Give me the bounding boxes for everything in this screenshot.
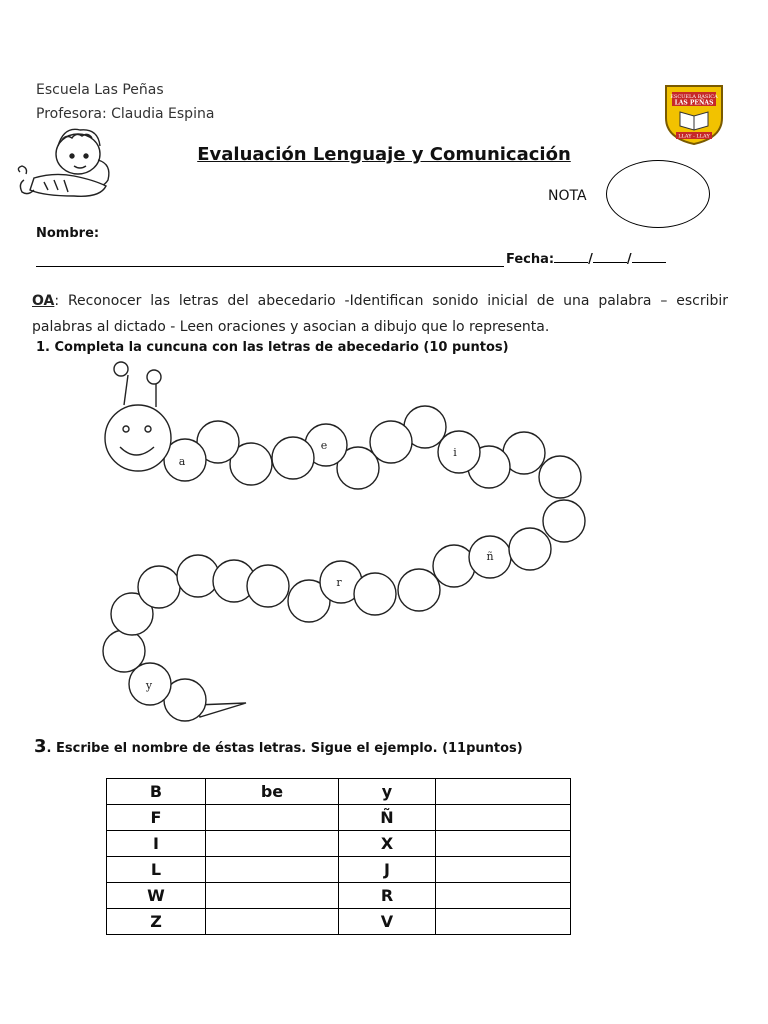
logo-line-1: ESCUELA BASICA bbox=[670, 94, 718, 100]
table-cell-letter: y bbox=[339, 779, 436, 805]
segment-28[interactable] bbox=[138, 566, 180, 608]
table-cell-name[interactable] bbox=[436, 883, 571, 909]
table-row bbox=[107, 831, 571, 857]
letter-a: a bbox=[178, 455, 186, 468]
letter-e: e bbox=[320, 439, 328, 452]
segment-20[interactable] bbox=[433, 545, 475, 587]
table-cell-name[interactable]: be bbox=[206, 779, 339, 805]
table-cell-letter: V bbox=[339, 909, 436, 935]
nombre-input-line[interactable] bbox=[36, 266, 504, 267]
table-cell-name[interactable] bbox=[206, 805, 339, 831]
nombre-label: Nombre: bbox=[36, 226, 100, 241]
fecha-month-blank[interactable] bbox=[593, 250, 627, 263]
letters-table bbox=[106, 778, 571, 935]
caterpillar-drawing bbox=[0, 355, 768, 735]
caterpillar-head bbox=[105, 405, 171, 471]
page-title: Evaluación Lenguaje y Comunicación bbox=[197, 144, 571, 165]
table-row bbox=[107, 857, 571, 883]
segment-17[interactable] bbox=[543, 500, 585, 542]
table-cell-letter: X bbox=[339, 831, 436, 857]
table-cell-name[interactable] bbox=[206, 831, 339, 857]
letter-r: r bbox=[336, 576, 342, 589]
objective-text: : Reconocer las letras del abecedario -Identifican sonido inicial de una palabra – escribir palabras al dictado - Leen oraciones y asocian a dibujo que lo representa. bbox=[32, 293, 728, 335]
table-cell-name[interactable] bbox=[436, 779, 571, 805]
antenna-left bbox=[124, 375, 128, 405]
fecha-field: Fecha: / / bbox=[506, 250, 666, 267]
nota-label: NOTA bbox=[548, 188, 587, 204]
letter-i: i bbox=[453, 446, 457, 459]
table-cell-letter: J bbox=[339, 857, 436, 883]
nota-grade-oval[interactable] bbox=[606, 160, 710, 228]
segment-27[interactable] bbox=[177, 555, 219, 597]
fecha-label: Fecha: bbox=[506, 252, 555, 267]
segment-13[interactable] bbox=[438, 431, 480, 473]
school-logo bbox=[662, 82, 726, 146]
school-name: Escuela Las Peñas bbox=[36, 82, 164, 98]
logo-line-2: LAS PEÑAS bbox=[674, 99, 714, 107]
segment-30[interactable] bbox=[103, 630, 145, 672]
table-cell-name[interactable] bbox=[206, 883, 339, 909]
table-cell-letter: L bbox=[107, 857, 206, 883]
table-cell-letter: B bbox=[107, 779, 206, 805]
segment-21[interactable] bbox=[398, 569, 440, 611]
logo-line-3: LLAY - LLAY bbox=[678, 133, 710, 140]
question-1: 1. Completa la cuncuna con las letras de abecedario (10 puntos) bbox=[36, 340, 509, 355]
segment-8[interactable] bbox=[272, 437, 314, 479]
segment-25[interactable] bbox=[247, 565, 289, 607]
table-row bbox=[107, 883, 571, 909]
antenna-right-tip bbox=[147, 370, 161, 384]
table-cell-name[interactable] bbox=[436, 909, 571, 935]
antenna-left-tip bbox=[114, 362, 128, 376]
table-cell-letter: Ñ bbox=[339, 805, 436, 831]
table-cell-name[interactable] bbox=[436, 831, 571, 857]
letter-y: y bbox=[145, 679, 153, 692]
caterpillar-eye-left bbox=[123, 426, 129, 432]
table-cell-name[interactable] bbox=[436, 805, 571, 831]
teacher-name: Profesora: Claudia Espina bbox=[36, 106, 215, 122]
table-cell-name[interactable] bbox=[206, 857, 339, 883]
segment-18[interactable] bbox=[509, 528, 551, 570]
table-cell-name[interactable] bbox=[436, 857, 571, 883]
table-cell-letter: Z bbox=[107, 909, 206, 935]
table-cell-letter: W bbox=[107, 883, 206, 909]
fecha-day-blank[interactable] bbox=[554, 250, 588, 263]
school-header bbox=[36, 78, 214, 126]
objective-paragraph bbox=[32, 288, 728, 340]
table-row bbox=[107, 909, 571, 935]
question-3-number: 3 bbox=[34, 736, 47, 757]
fecha-year-blank[interactable] bbox=[632, 250, 666, 263]
question-3-text: . Escribe el nombre de éstas letras. Sigue el ejemplo. (11puntos) bbox=[46, 741, 523, 756]
table-row bbox=[107, 779, 571, 805]
table-cell-letter: I bbox=[107, 831, 206, 857]
table-cell-name[interactable] bbox=[206, 909, 339, 935]
objective-label: OA bbox=[32, 293, 55, 309]
table-cell-letter: R bbox=[339, 883, 436, 909]
table-row bbox=[107, 805, 571, 831]
segment-16[interactable] bbox=[539, 456, 581, 498]
table-cell-letter: F bbox=[107, 805, 206, 831]
letter-enye: ñ bbox=[486, 550, 494, 563]
segment-22[interactable] bbox=[354, 573, 396, 615]
question-3 bbox=[34, 736, 523, 757]
caterpillar-eye-right bbox=[145, 426, 151, 432]
